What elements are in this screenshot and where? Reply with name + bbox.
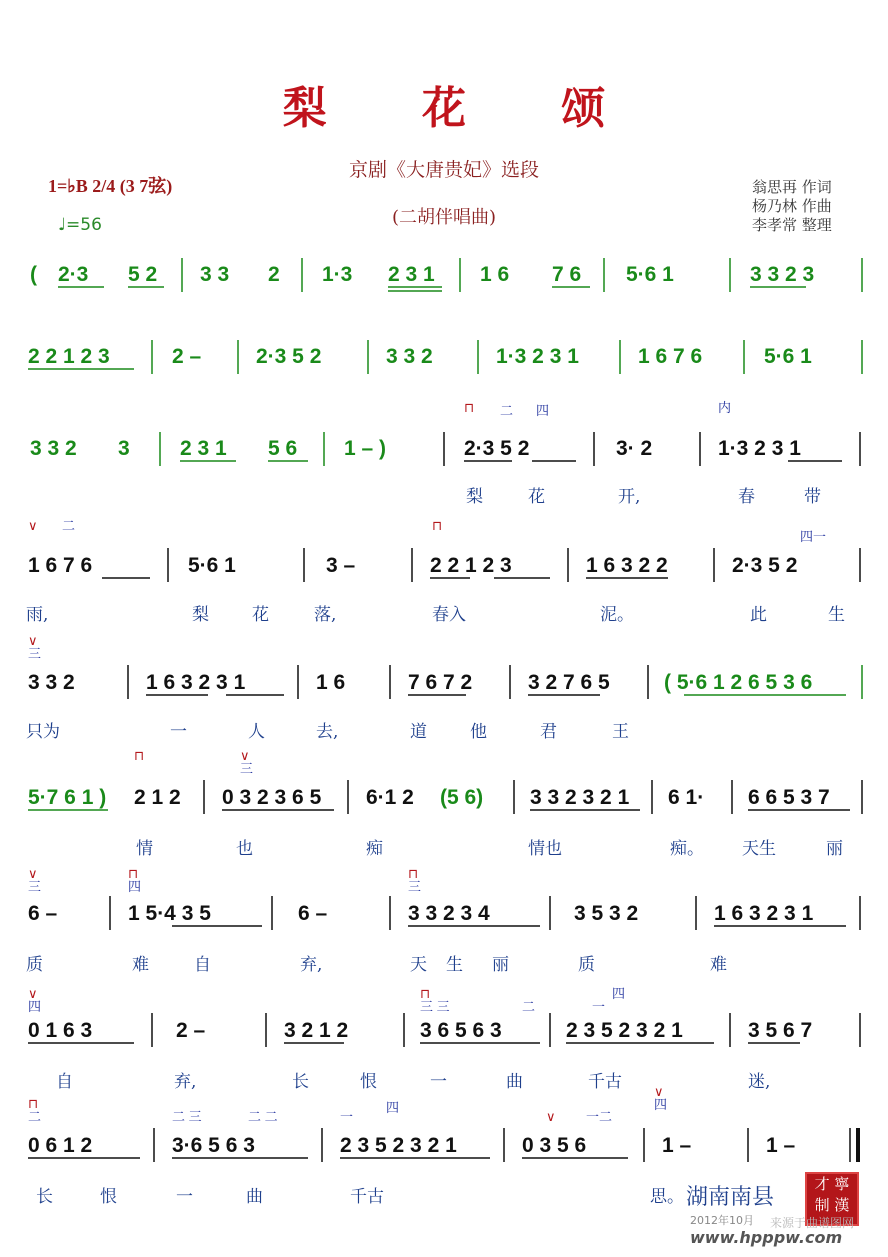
lyric-r4-4: 落, bbox=[314, 605, 337, 625]
svg-text:3 3: 3 3 bbox=[200, 263, 230, 286]
svg-text:6 –: 6 – bbox=[298, 902, 328, 925]
lyric-r5-5: 道 bbox=[410, 722, 427, 742]
svg-text:1·3: 1·3 bbox=[322, 263, 353, 286]
svg-text:2·3: 2·3 bbox=[58, 263, 89, 286]
svg-text:∨: ∨ bbox=[240, 748, 250, 763]
lyric-r9-2: 恨 bbox=[100, 1187, 117, 1207]
svg-text:3 3 2 3: 3 3 2 3 bbox=[750, 263, 815, 286]
svg-text:3· 2: 3· 2 bbox=[616, 437, 653, 460]
svg-text:∨: ∨ bbox=[28, 866, 38, 881]
lyric-r6-4: 情也 bbox=[528, 839, 562, 859]
lyric-r7-3: 自 bbox=[194, 955, 211, 975]
svg-text:6·1 2: 6·1 2 bbox=[366, 786, 414, 809]
svg-text:四: 四 bbox=[386, 1100, 400, 1115]
lyric-r7-7: 丽 bbox=[492, 955, 509, 975]
lyric-r6-6: 天生 bbox=[742, 839, 776, 859]
lyric-r6-3: 痴 bbox=[366, 839, 383, 859]
svg-text:7 6: 7 6 bbox=[552, 263, 582, 286]
svg-text:5·6 1: 5·6 1 bbox=[626, 263, 674, 286]
key-signature: 1=♭B 2/4 (3 7弦) bbox=[48, 176, 173, 196]
svg-text:1 – ): 1 – ) bbox=[344, 437, 387, 460]
svg-text:1 6 7 6: 1 6 7 6 bbox=[638, 345, 703, 368]
svg-text:5·7 6 1 ): 5·7 6 1 ) bbox=[28, 786, 107, 809]
svg-text:内: 内 bbox=[718, 400, 732, 415]
credit-lyricist: 翁思再 作词 bbox=[752, 178, 832, 196]
svg-text:∨: ∨ bbox=[654, 1084, 664, 1099]
svg-text:一: 一 bbox=[340, 1109, 354, 1124]
svg-text:3·6 5 6 3: 3·6 5 6 3 bbox=[172, 1134, 255, 1157]
svg-text:1 5·4 3 5: 1 5·4 3 5 bbox=[128, 902, 211, 925]
svg-text:三: 三 bbox=[240, 761, 254, 776]
svg-text:3 3 2 3 4: 3 3 2 3 4 bbox=[408, 902, 490, 925]
lyric-r8-2: 弃, bbox=[174, 1072, 197, 1092]
svg-text:四: 四 bbox=[612, 986, 626, 1001]
svg-text:3 5 3 2: 3 5 3 2 bbox=[574, 902, 639, 925]
lyric-r5-8: 王 bbox=[612, 722, 629, 742]
svg-text:四: 四 bbox=[28, 999, 42, 1014]
svg-text:2: 2 bbox=[268, 263, 280, 286]
svg-text:1 6: 1 6 bbox=[316, 671, 346, 694]
lyric-r7-4: 弃, bbox=[300, 955, 323, 975]
svg-text:3 2 7 6 5: 3 2 7 6 5 bbox=[528, 671, 610, 694]
lyric-r7-9: 难 bbox=[710, 955, 727, 975]
svg-text:5·6 1: 5·6 1 bbox=[188, 554, 236, 577]
svg-text:二: 二 bbox=[28, 1109, 42, 1124]
svg-text:3 2 1 2: 3 2 1 2 bbox=[284, 1019, 349, 1042]
svg-text:3 3 2 3 2 1: 3 3 2 3 2 1 bbox=[530, 786, 630, 809]
lyric-r4-2: 梨 bbox=[192, 605, 209, 625]
svg-text:四: 四 bbox=[654, 1097, 668, 1112]
seal-stamp: 才 寧 制 漢 bbox=[805, 1172, 859, 1226]
svg-text:0 3 5 6: 0 3 5 6 bbox=[522, 1134, 587, 1157]
lyric-r7-1: 质 bbox=[26, 955, 43, 975]
row-7 bbox=[28, 896, 860, 930]
svg-text:1·3 2 3 1: 1·3 2 3 1 bbox=[496, 345, 579, 368]
svg-text:3 5 6 7: 3 5 6 7 bbox=[748, 1019, 813, 1042]
svg-text:2 –: 2 – bbox=[172, 345, 202, 368]
svg-text:∨: ∨ bbox=[546, 1109, 556, 1124]
credit-arranger: 李孝常 整理 bbox=[752, 216, 832, 234]
svg-text:0 1 6 3: 0 1 6 3 bbox=[28, 1019, 93, 1042]
lyric-r4-3: 花 bbox=[252, 605, 269, 625]
lyric-r8-3: 长 bbox=[292, 1072, 309, 1092]
svg-text:2 2 1 2 3: 2 2 1 2 3 bbox=[430, 554, 512, 577]
lyric-r5-1: 只为 bbox=[26, 722, 60, 742]
svg-text:( 5·6 1 2 6 5 3 6: ( 5·6 1 2 6 5 3 6 bbox=[664, 671, 813, 694]
lyric-r8-5: 一 bbox=[430, 1072, 447, 1092]
watermark-source: 来源于曲谱图网 bbox=[770, 1216, 855, 1230]
lyric-r4-1: 雨, bbox=[26, 605, 49, 625]
svg-text:⊓: ⊓ bbox=[408, 866, 419, 881]
svg-text:二: 二 bbox=[500, 403, 514, 418]
svg-text:四: 四 bbox=[536, 403, 550, 418]
svg-text:∨: ∨ bbox=[28, 633, 38, 648]
lyric-r4-5: 春入 bbox=[432, 605, 466, 625]
svg-text:2 3 1: 2 3 1 bbox=[180, 437, 227, 460]
svg-text:2 1 2: 2 1 2 bbox=[134, 786, 181, 809]
lyric-r3-5: 带 bbox=[804, 487, 821, 507]
svg-text:1·3 2 3 1: 1·3 2 3 1 bbox=[718, 437, 801, 460]
lyric-r8-4: 恨 bbox=[360, 1072, 377, 1092]
svg-text:(: ( bbox=[30, 263, 37, 286]
svg-text:3 3 2: 3 3 2 bbox=[28, 671, 75, 694]
lyric-r9-5: 千古 bbox=[350, 1187, 384, 1207]
svg-text:1 6 3 2 3 1: 1 6 3 2 3 1 bbox=[146, 671, 246, 694]
lyric-r8-7: 千古 bbox=[588, 1072, 622, 1092]
svg-text:1 6 3 2 3 1: 1 6 3 2 3 1 bbox=[714, 902, 814, 925]
row-6 bbox=[28, 780, 862, 814]
lyric-r7-8: 质 bbox=[578, 955, 595, 975]
lyric-r5-2: 一 bbox=[170, 722, 187, 742]
lyric-r4-6: 泥。 bbox=[600, 605, 634, 625]
lyric-r3-4: 春 bbox=[738, 487, 755, 507]
svg-text:⊓: ⊓ bbox=[28, 1096, 39, 1111]
svg-text:四一: 四一 bbox=[800, 529, 827, 544]
lyric-r3-1: 梨 bbox=[466, 487, 483, 507]
svg-text:∨: ∨ bbox=[28, 518, 38, 533]
svg-text:6 –: 6 – bbox=[28, 902, 58, 925]
svg-text:3: 3 bbox=[118, 437, 130, 460]
svg-text:⊓: ⊓ bbox=[128, 866, 139, 881]
svg-text:二: 二 bbox=[62, 518, 76, 533]
svg-text:2·3 5 2: 2·3 5 2 bbox=[464, 437, 530, 460]
row-8 bbox=[28, 1013, 860, 1047]
lyric-r9-6: 思。 bbox=[650, 1187, 684, 1207]
lyric-r8-1: 自 bbox=[56, 1072, 73, 1092]
lyric-r9-1: 长 bbox=[36, 1187, 53, 1207]
svg-text:1 –: 1 – bbox=[766, 1134, 796, 1157]
lyric-r8-8: 迷, bbox=[748, 1072, 771, 1092]
svg-text:2 3 1: 2 3 1 bbox=[388, 263, 435, 286]
svg-text:三: 三 bbox=[408, 879, 422, 894]
svg-text:5 6: 5 6 bbox=[268, 437, 298, 460]
svg-text:三: 三 bbox=[28, 879, 42, 894]
lyric-r6-1: 情 bbox=[136, 839, 153, 859]
subtitle-accompaniment: (二胡伴唱曲) bbox=[391, 207, 497, 228]
svg-text:2 2 1 2 3: 2 2 1 2 3 bbox=[28, 345, 110, 368]
row-9 bbox=[28, 1128, 858, 1162]
svg-text:3 6 5 6 3: 3 6 5 6 3 bbox=[420, 1019, 502, 1042]
svg-text:7 6 7 2: 7 6 7 2 bbox=[408, 671, 473, 694]
svg-text:6 6 5 3 7: 6 6 5 3 7 bbox=[748, 786, 830, 809]
svg-text:2·3 5 2: 2·3 5 2 bbox=[256, 345, 322, 368]
date: 2012年10月 bbox=[690, 1214, 754, 1227]
svg-text:3 3 2: 3 3 2 bbox=[30, 437, 77, 460]
lyric-r5-3: 人 bbox=[248, 722, 265, 742]
svg-text:3 –: 3 – bbox=[326, 554, 356, 577]
lyric-r4-7: 此 bbox=[750, 605, 767, 625]
watermark-url: www.hpppw.com bbox=[690, 1228, 843, 1247]
lyric-r5-4: 去, bbox=[316, 722, 339, 742]
svg-text:⊓: ⊓ bbox=[432, 518, 443, 533]
svg-text:三 三: 三 三 bbox=[420, 999, 450, 1014]
svg-text:2 3 5 2 3 2 1: 2 3 5 2 3 2 1 bbox=[566, 1019, 683, 1042]
svg-text:⊓: ⊓ bbox=[134, 748, 145, 763]
row-3 bbox=[30, 432, 860, 466]
svg-text:四: 四 bbox=[128, 879, 142, 894]
svg-text:1 6 7 6: 1 6 7 6 bbox=[28, 554, 93, 577]
svg-text:三: 三 bbox=[28, 646, 42, 661]
lyric-r5-6: 他 bbox=[470, 722, 487, 742]
bowing-marks bbox=[28, 400, 826, 1124]
tempo-marking: ♩=56 bbox=[58, 215, 102, 235]
svg-text:0 3 2 3 6 5: 0 3 2 3 6 5 bbox=[222, 786, 322, 809]
svg-text:5·6 1: 5·6 1 bbox=[764, 345, 812, 368]
svg-text:⊓: ⊓ bbox=[464, 400, 475, 415]
lyric-r9-4: 曲 bbox=[246, 1187, 263, 1207]
lyric-r7-6: 生 bbox=[446, 955, 463, 975]
lyric-r4-8: 生 bbox=[828, 605, 845, 625]
lyric-r7-5: 天 bbox=[410, 955, 427, 975]
lyric-r3-2: 花 bbox=[528, 487, 545, 507]
svg-text:2 3 5 2 3 2 1: 2 3 5 2 3 2 1 bbox=[340, 1134, 457, 1157]
svg-text:二 二: 二 二 bbox=[248, 1109, 278, 1124]
svg-text:二 三: 二 三 bbox=[172, 1109, 202, 1124]
svg-text:3 3 2: 3 3 2 bbox=[386, 345, 433, 368]
lyric-r9-3: 一 bbox=[176, 1187, 193, 1207]
page-title: 梨 花 颂 bbox=[282, 83, 646, 134]
svg-text:1 6 3 2 2: 1 6 3 2 2 bbox=[586, 554, 668, 577]
svg-text:5 2: 5 2 bbox=[128, 263, 158, 286]
lyric-r6-5: 痴。 bbox=[670, 839, 704, 859]
row-4 bbox=[28, 548, 860, 582]
lyric-r6-7: 丽 bbox=[826, 839, 843, 859]
lyric-r6-2: 也 bbox=[236, 839, 253, 859]
signature: 湖南南县 bbox=[686, 1185, 775, 1210]
svg-text:⊓: ⊓ bbox=[420, 986, 431, 1001]
subtitle: 京剧《大唐贵妃》选段 bbox=[348, 159, 539, 181]
lyric-r7-2: 难 bbox=[132, 955, 149, 975]
lyric-r3-3: 开, bbox=[618, 487, 641, 507]
svg-text:2·3 5 2: 2·3 5 2 bbox=[732, 554, 798, 577]
svg-text:一: 一 bbox=[592, 999, 606, 1014]
svg-text:2 –: 2 – bbox=[176, 1019, 206, 1042]
row-5 bbox=[28, 665, 862, 699]
svg-text:(5 6): (5 6) bbox=[440, 786, 484, 809]
lyric-r8-6: 曲 bbox=[506, 1072, 523, 1092]
lyric-r5-7: 君 bbox=[540, 722, 557, 742]
svg-text:二: 二 bbox=[522, 999, 536, 1014]
row-2 bbox=[28, 340, 862, 374]
svg-text:1 6: 1 6 bbox=[480, 263, 510, 286]
svg-text:6 1·: 6 1· bbox=[668, 786, 705, 809]
svg-text:一二: 一二 bbox=[586, 1109, 613, 1124]
svg-text:0 6 1 2: 0 6 1 2 bbox=[28, 1134, 93, 1157]
svg-text:1 –: 1 – bbox=[662, 1134, 692, 1157]
svg-text:∨: ∨ bbox=[28, 986, 38, 1001]
credit-composer: 杨乃林 作曲 bbox=[752, 197, 832, 215]
